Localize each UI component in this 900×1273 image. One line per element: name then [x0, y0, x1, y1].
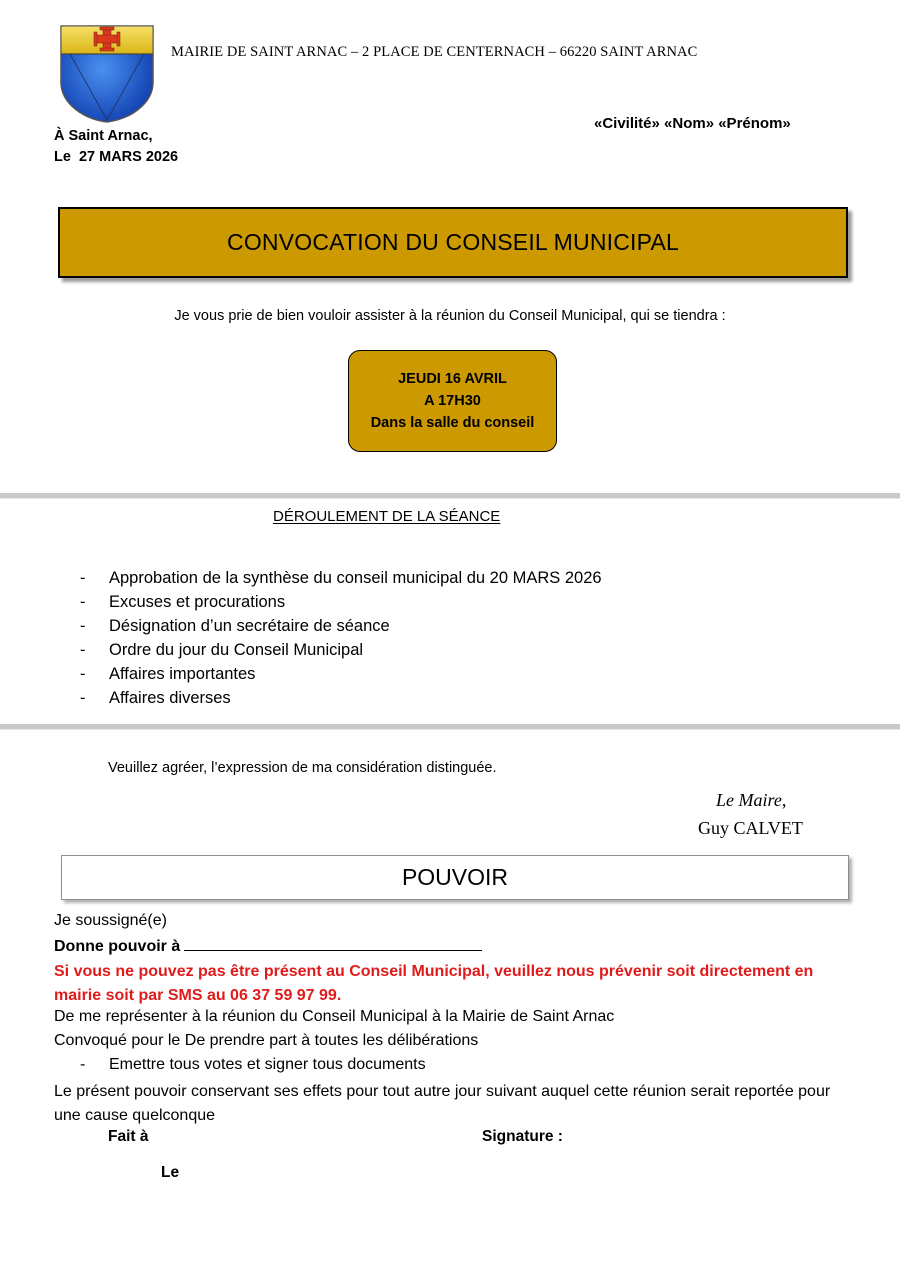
meeting-day: JEUDI 16 AVRIL — [398, 371, 507, 387]
meeting-location: Dans la salle du conseil — [370, 415, 535, 431]
agenda-item: Ordre du jour du Conseil Municipal — [109, 641, 364, 659]
signature-label: Signature : — [482, 1128, 563, 1145]
meeting-details — [348, 350, 557, 452]
agenda-item: Affaires importantes — [109, 665, 256, 683]
meeting-time: A 17H30 — [424, 393, 481, 409]
list-item — [80, 638, 602, 662]
bullet-dash: - — [80, 641, 86, 659]
bullet-dash: - — [80, 617, 86, 635]
represent-line: De me représenter à la réunion du Conseil Municipal à la Mairie de Saint Arnac — [54, 1008, 615, 1025]
recipient-fields: «Civilité» «Nom» «Prénom» — [594, 115, 791, 132]
fait-a-label: Fait à — [108, 1128, 149, 1145]
bullet-dash: - — [80, 1056, 86, 1073]
bullet-dash: - — [80, 569, 86, 587]
list-item — [80, 566, 602, 590]
agenda-item: Désignation d’un secrétaire de séance — [109, 617, 390, 635]
list-item — [80, 662, 602, 686]
divider-top — [0, 493, 900, 499]
agenda-title: DÉROULEMENT DE LA SÉANCE — [273, 508, 501, 525]
bullet-dash: - — [80, 689, 86, 707]
date-line: Le 27 MARS 2026 — [54, 149, 179, 165]
soussigne-line: Je soussigné(e) — [54, 912, 167, 929]
intro-text: Je vous prie de bien vouloir assister à la réunion du Conseil Municipal, qui se tiendra : — [174, 308, 726, 324]
convoque-line: Convoqué pour le De prendre part à toutes les délibérations — [54, 1032, 479, 1049]
present-pouvoir-line: Le présent pouvoir conservant ses effets pour tout autre jour suivant auquel cette réunion serait reportée pour une cause quelconque — [54, 1083, 831, 1124]
list-item — [80, 590, 602, 614]
coat-of-arms-icon — [58, 24, 156, 124]
le-date-label: Le — [161, 1164, 180, 1181]
signatory-name: Guy CALVET — [698, 818, 803, 838]
convocation-title: CONVOCATION DU CONSEIL MUNICIPAL — [58, 207, 848, 278]
emettre-text: Emettre tous votes et signer tous documents — [109, 1056, 426, 1073]
list-item — [80, 686, 602, 710]
donne-label: Donne pouvoir à — [54, 938, 181, 955]
pouvoir-title: POUVOIR — [61, 855, 849, 900]
place: À Saint Arnac, — [54, 128, 153, 144]
signatory-punct: , — [781, 790, 787, 810]
agenda-item: Affaires diverses — [109, 689, 231, 707]
agenda-list — [80, 566, 602, 710]
signatory-title — [716, 790, 786, 811]
agenda-item: Excuses et procurations — [109, 593, 286, 611]
divider-bottom — [0, 724, 900, 730]
list-item — [80, 614, 602, 638]
proxy-name-blank[interactable] — [184, 936, 482, 951]
bullet-dash: - — [80, 593, 86, 611]
warning-text: Si vous ne pouvez pas être présent au Conseil Municipal, veuillez nous prévenir soit directement en mairie soit par SMS au 06 37 59 97 99. — [54, 963, 814, 1004]
donne-pouvoir-line — [54, 936, 482, 956]
bullet-dash: - — [80, 665, 86, 683]
emettre-line — [80, 1056, 426, 1074]
signatory-title-text: Le Maire — [716, 790, 782, 810]
closing-text: Veuillez agréer, l’expression de ma considération distinguée. — [108, 760, 497, 776]
agenda-item: Approbation de la synthèse du conseil municipal du 20 MARS 2026 — [109, 569, 602, 587]
place-and-date — [54, 126, 178, 168]
mairie-address: MAIRIE DE SAINT ARNAC – 2 PLACE DE CENTERNACH – 66220 SAINT ARNAC — [171, 44, 698, 60]
